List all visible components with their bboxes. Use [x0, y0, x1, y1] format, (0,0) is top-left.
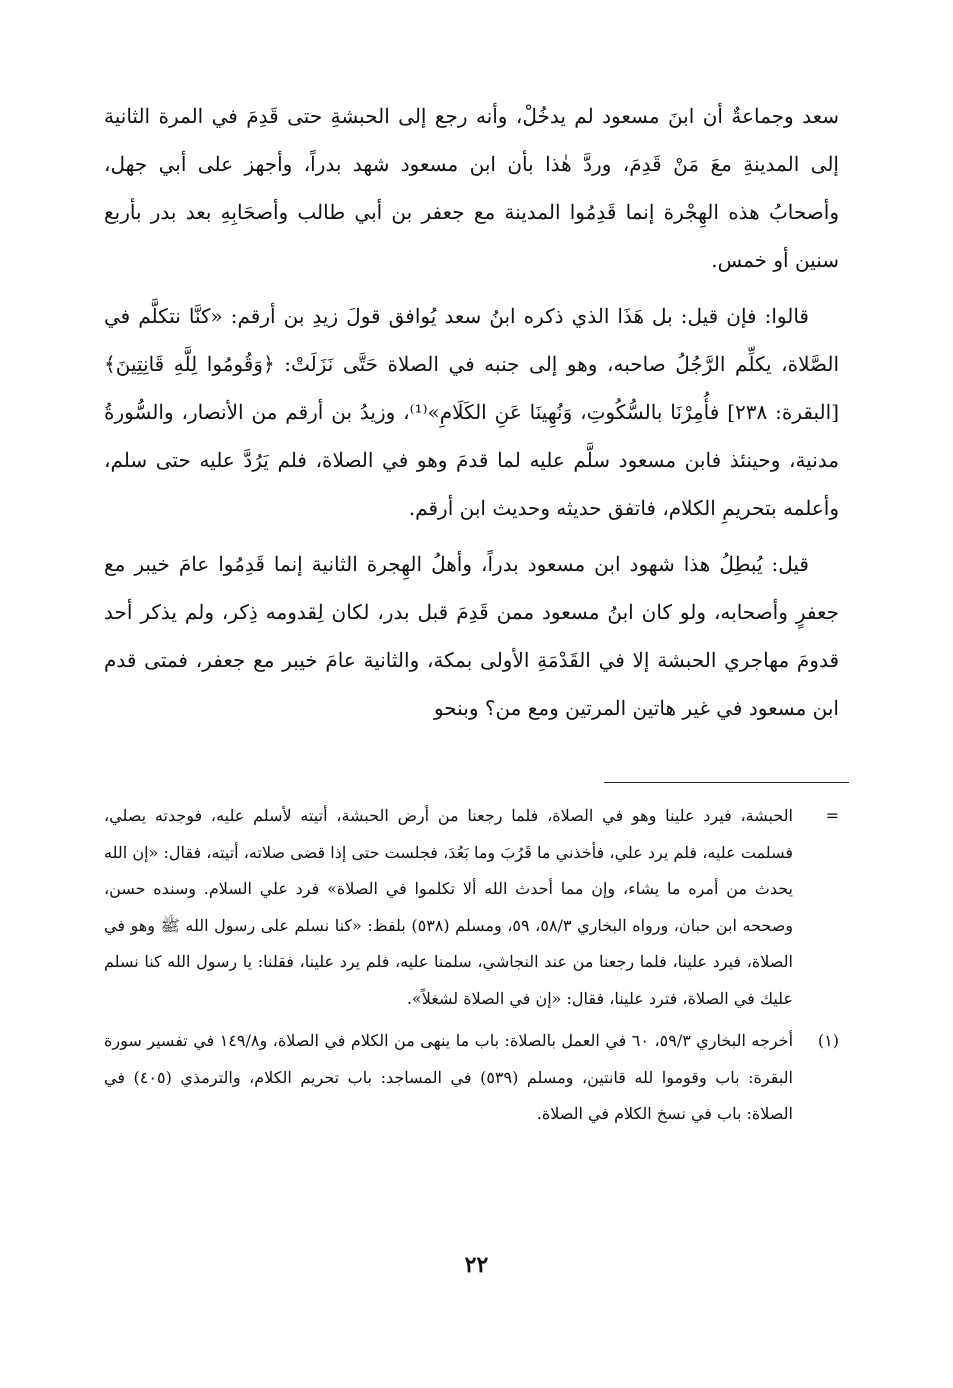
paragraph-2: قالوا: فإن قيل: بل هَذَا الذي ذكره ابنُ سعد يُوافق قولَ زيدِ بن أرقم: «كنَّا نتكلَّم في الصَّلاة، يكلِّم الرَّجُلُ صاحبه، وهو إلى جنبه في الصلاة حَتَّى نَزَلَتْ: ﴿وَقُومُوا لِلَّهِ قَانِتِينَ﴾ [البقرة: ٢٣٨] فأُمِرْنَا بالسُّكُوتِ، وَنُهِينَا عَنِ الكَلَامِ»⁽¹⁾، وزيدُ بن أرقم من الأنصار، والسُّورةُ مدنية، وحينئذ فابن مسعود سلَّم عليه لما قدمَ وهو في الصلاة، فلم يَرُدَّ عليه حتى سلم، وأعلمه بتحريمِ الكلام، فاتفق حديثه وحديث ابن أرقم. [104, 304, 840, 520]
paragraph-3: قيل: يُبطِلُ هذا شهود ابن مسعود بدراً، وأهلُ الهِجرة الثانية إنما قَدِمُوا عامَ خيبر مع جعفرٍ وأصحابه، ولو كان ابنُ مسعود ممن قَدِمَ قبل بدر، لكان لِقدومه ذِكر، ولم يذكر أحد قدومَ مهاجري الحبشة إلا في القَدْمَةِ الأولى بمكة، والثانية عامَ خيبر مع جعفر، فمتى قدم ابن مسعود في غير هاتين المرتين ومع من؟ وبنحو [104, 552, 839, 720]
footnote-continued [104, 798, 839, 1017]
footnote-separator [604, 782, 849, 783]
footnotes [104, 798, 839, 1139]
main-text [104, 92, 839, 740]
footnote-text: الحبشة، فيرد علينا وهو في الصلاة، فلما رجعنا من أرض الحبشة، أتيته لأسلم عليه، فوجدته يصلي، فسلمت عليه، فلم يرد علي، فأخذني ما قَرُبَ وما بَعُدَ، فجلست حتى إذا قضى صلاته، أتيته، فقال: «إن الله يحدث من أمره ما يشاء، وإن مما أحدث الله ألا تكلموا في الصلاة» فرد علي السلام. وسنده حسن، وصححه ابن حبان، ورواه البخاري ٥٨/٣، ٥٩، ومسلم (٥٣٨) بلفظ: «كنا نسلم على رسول الله ﷺ وهو في الصلاة، فيرد علينا، فلما رجعنا من عند النجاشي، سلمنا عليه، فلم يرد علينا، فقلنا: يا رسول الله كنا نسلم عليك في الصلاة، فترد علينا، فقال: «إن في الصلاة لشغلاً». [104, 806, 794, 1008]
footnote-text: أخرجه البخاري ٥٩/٣، ٦٠ في العمل بالصلاة: باب ما ينهى من الكلام في الصلاة، و١٤٩/٨ في تفسير سورة البقرة: باب وقوموا لله قانتين، ومسلم (٥٣٩) في المساجد: باب تحريم الكلام، والترمذي (٤٠٥) في الصلاة: باب في نسخ الكلام في الصلاة. [104, 1031, 794, 1123]
footnote-mark: = [825, 806, 839, 825]
paragraph-1: سعد وجماعةٌ أن ابنَ مسعود لم يدخُلْ، وأنه رجع إلى الحبشةِ حتى قَدِمَ في المرة الثانية إلى المدينةِ معَ مَنْ قَدِمَ، وردَّ هٰذا بأن ابن مسعود شهد بدراً، وأجهز على أبي جهل، وأصحابُ هذه الهِجْرة إنما قَدِمُوا المدينة مع جعفر بن أبي طالب وأصحَابِهِ بعد بدر بأربع سنين أو خمس. [104, 104, 839, 272]
page-number: ٢٢ [464, 1252, 489, 1278]
footnote-mark: (١) [817, 1031, 839, 1050]
footnote-1 [104, 1023, 839, 1133]
